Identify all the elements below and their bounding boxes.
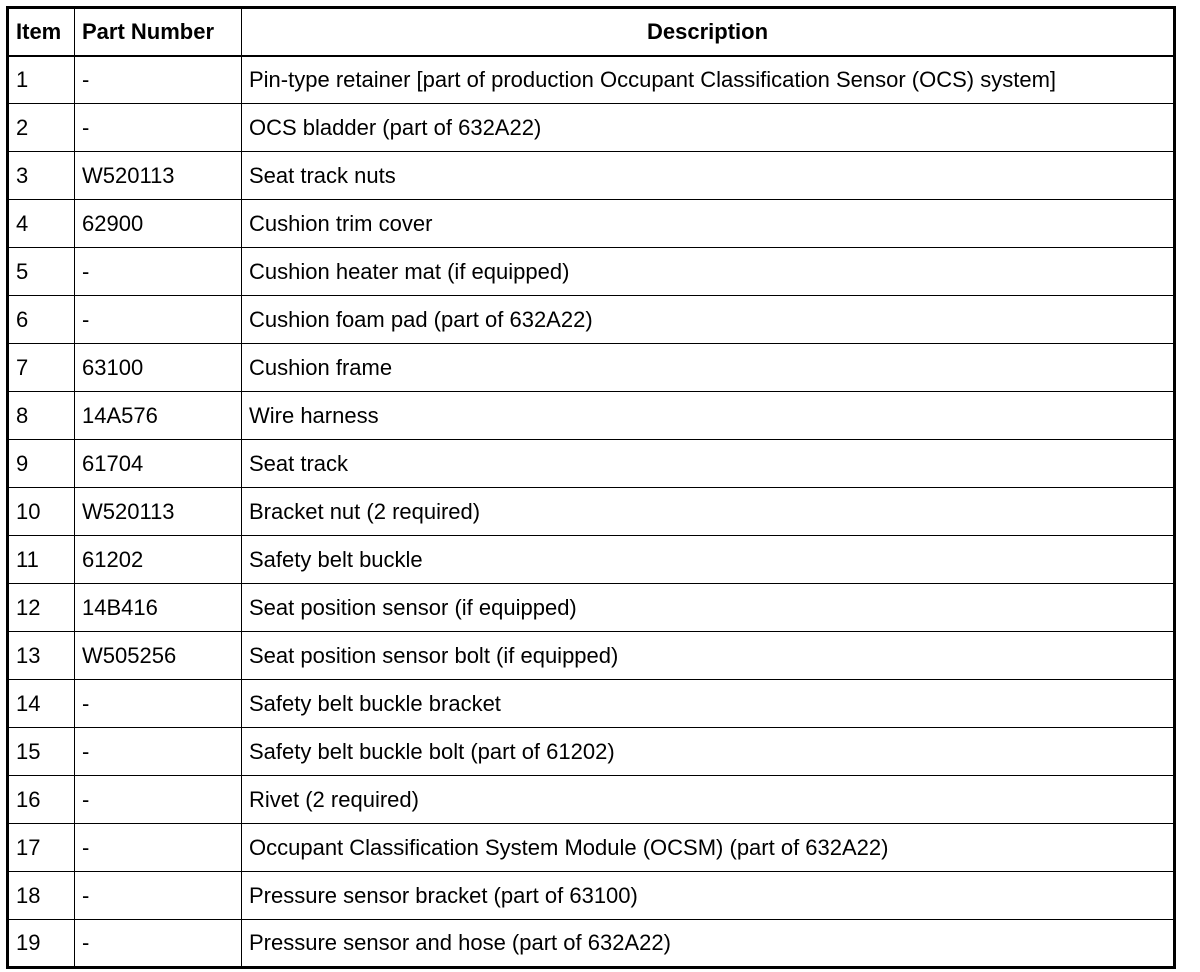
header-description: Description [242, 8, 1175, 56]
cell-item: 16 [8, 776, 75, 824]
cell-item: 11 [8, 536, 75, 584]
cell-part-number: 61202 [75, 536, 242, 584]
table-row [8, 536, 1175, 584]
cell-part-number: W520113 [75, 152, 242, 200]
cell-description: Bracket nut (2 required) [242, 488, 1175, 536]
parts-table [6, 6, 1176, 969]
header-row [8, 8, 1175, 56]
cell-part-number: - [75, 920, 242, 968]
cell-description: Pressure sensor and hose (part of 632A22) [242, 920, 1175, 968]
cell-item: 6 [8, 296, 75, 344]
cell-item: 4 [8, 200, 75, 248]
cell-item: 13 [8, 632, 75, 680]
cell-item: 5 [8, 248, 75, 296]
table-row [8, 392, 1175, 440]
table-row [8, 440, 1175, 488]
cell-part-number: W505256 [75, 632, 242, 680]
cell-description: Safety belt buckle [242, 536, 1175, 584]
cell-item: 19 [8, 920, 75, 968]
cell-part-number: - [75, 728, 242, 776]
cell-part-number: - [75, 104, 242, 152]
cell-item: 8 [8, 392, 75, 440]
cell-description: Seat track [242, 440, 1175, 488]
table-row [8, 488, 1175, 536]
cell-item: 14 [8, 680, 75, 728]
cell-item: 10 [8, 488, 75, 536]
cell-item: 7 [8, 344, 75, 392]
header-item: Item [8, 8, 75, 56]
cell-item: 9 [8, 440, 75, 488]
cell-item: 15 [8, 728, 75, 776]
table-row [8, 296, 1175, 344]
table-row [8, 632, 1175, 680]
cell-part-number: 63100 [75, 344, 242, 392]
cell-part-number: 61704 [75, 440, 242, 488]
table-row [8, 680, 1175, 728]
cell-item: 12 [8, 584, 75, 632]
table-row [8, 728, 1175, 776]
cell-part-number: - [75, 248, 242, 296]
cell-description: Safety belt buckle bolt (part of 61202) [242, 728, 1175, 776]
table-row [8, 344, 1175, 392]
table-row [8, 920, 1175, 968]
table-row [8, 584, 1175, 632]
cell-part-number: - [75, 680, 242, 728]
table-row [8, 824, 1175, 872]
cell-part-number: 62900 [75, 200, 242, 248]
cell-description: Cushion foam pad (part of 632A22) [242, 296, 1175, 344]
cell-description: Cushion heater mat (if equipped) [242, 248, 1175, 296]
table-body [8, 56, 1175, 968]
cell-part-number: 14B416 [75, 584, 242, 632]
cell-part-number: - [75, 296, 242, 344]
cell-item: 17 [8, 824, 75, 872]
cell-item: 1 [8, 56, 75, 104]
cell-description: Wire harness [242, 392, 1175, 440]
table-row [8, 872, 1175, 920]
cell-description: Occupant Classification System Module (OCSM) (part of 632A22) [242, 824, 1175, 872]
table-row [8, 152, 1175, 200]
cell-part-number: 14A576 [75, 392, 242, 440]
cell-description: OCS bladder (part of 632A22) [242, 104, 1175, 152]
cell-description: Safety belt buckle bracket [242, 680, 1175, 728]
cell-description: Cushion frame [242, 344, 1175, 392]
cell-description: Pressure sensor bracket (part of 63100) [242, 872, 1175, 920]
cell-item: 3 [8, 152, 75, 200]
cell-item: 18 [8, 872, 75, 920]
cell-description: Pin-type retainer [part of production Occupant Classification Sensor (OCS) system] [242, 56, 1175, 104]
cell-description: Cushion trim cover [242, 200, 1175, 248]
cell-part-number: - [75, 824, 242, 872]
cell-part-number: - [75, 56, 242, 104]
table-row [8, 56, 1175, 104]
header-part-number: Part Number [75, 8, 242, 56]
table-row [8, 200, 1175, 248]
cell-part-number: - [75, 872, 242, 920]
cell-description: Seat position sensor bolt (if equipped) [242, 632, 1175, 680]
cell-part-number: W520113 [75, 488, 242, 536]
table-header [8, 8, 1175, 56]
cell-part-number: - [75, 776, 242, 824]
cell-description: Seat track nuts [242, 152, 1175, 200]
cell-item: 2 [8, 104, 75, 152]
table-row [8, 248, 1175, 296]
table-row [8, 776, 1175, 824]
cell-description: Seat position sensor (if equipped) [242, 584, 1175, 632]
cell-description: Rivet (2 required) [242, 776, 1175, 824]
table-row [8, 104, 1175, 152]
